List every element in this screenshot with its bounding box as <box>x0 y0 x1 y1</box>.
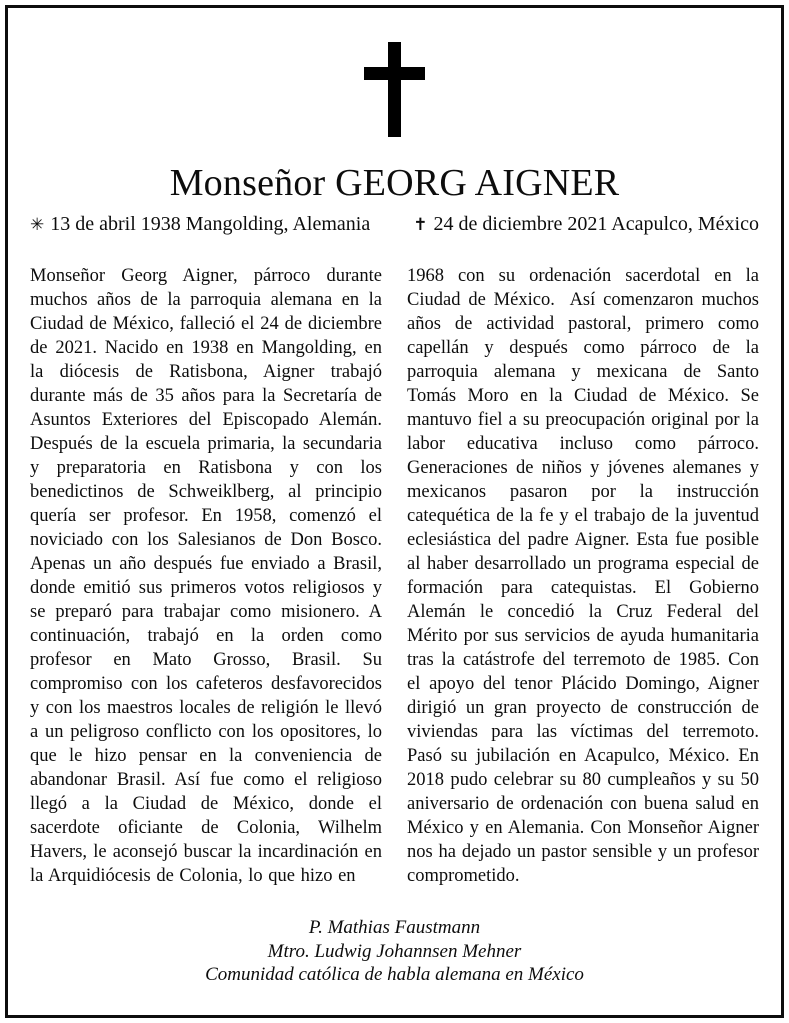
death-cross-icon: ✝ <box>413 215 428 234</box>
signature-line-3: Comunidad católica de habla alemana en México <box>205 964 584 985</box>
life-dates-row <box>8 211 781 238</box>
obituary-text-column-right: 1968 con su ordenación sacerdotal en la Ciudad de México. Así comenzaron muchos años de actividad pastoral, primero como capellán y después como párroco de la parroquia alemana y mexicana de Santo Tomás Moro en la Ciudad de México. Se mantuvo fiel a su preocupación original por la labor educativa incluso como párroco. Generaciones de niños y jóvenes alemanes y mexicanos pasaron por la instrucción catequética de la fe y el trabajo de la juventud eclesiástica del padre Aigner. Esta fue posible al haber desarrollado un programa especial de formación para catequistas. El Gobierno Alemán le concedió la Cruz Federal del Mérito por sus servicios de ayuda humanitaria tras la catástrofe del terremoto de 1985. Con el apoyo del tenor Plácido Domingo, Aigner dirigió un gran proyecto de construcción de viviendas para las víctimas del terremoto. Pasó su jubilación en Acapulco, México. En 2018 pudo celebrar su 80 cumpleaños y su 50 aniversario de ordenación con buena salud en México y en Alemania. Con Monseñor Aigner nos ha dejado un pastor sensible y un profesor comprometido. <box>407 266 759 886</box>
birth-date-text: 13 de abril 1938 Mangolding, Alemania <box>50 213 371 235</box>
signature-line-2: Mtro. Ludwig Johannsen Mehner <box>267 940 522 962</box>
obituary-body <box>8 264 781 888</box>
death-date-text: 24 de diciembre 2021 Acapulco, México <box>433 213 759 235</box>
birth-date-line <box>30 211 370 238</box>
obituary-text-column-left: Monseñor Georg Aigner, párroco durante muchos años de la parroquia alemana en la Ciudad de México, falleció el 24 de diciembre de 2021. Nacido en 1938 en Mangolding, en la diócesis de Ratisbona, Aigner trabajó durante más de 35 años para la Secretaría de Asuntos Exteriores del Episcopado Alemán. Después de la escuela primaria, la secundaria y preparatoria en Ratisbona y con los benedictinos de Schweiklberg, al principio quería ser profesor. En 1958, comenzó el noviciado con los Salesianos de Don Bosco. Apenas un año después fue enviado a Brasil, donde emitió sus primeros votos religiosos y se preparó para trabajar como misionero. A continuación, trabajó en la orden como profesor en Mato Grosso, Brasil. Su compromiso con los cafeteros desfavorecidos y con los maestros locales de religión le llevó a un peligroso conflicto con los opositores, lo que le hizo pensar en la conveniencia de abandonar Brasil. Así fue como el religioso llegó a la Ciudad de México, donde el sacerdote oficiante de Colonia, Wilhelm Havers, le aconsejó buscar la incardinación en la Arquidiócesis de Colonia, lo que hizo en <box>30 266 382 886</box>
signature-block <box>8 916 781 987</box>
birth-star-icon: ✳ <box>30 215 45 234</box>
memorial-cross-icon <box>364 42 425 137</box>
obituary-card <box>5 5 784 1018</box>
cross-vertical-bar <box>388 42 401 137</box>
signature-line-1: P. Mathias Faustmann <box>308 917 481 938</box>
death-date-line <box>413 211 759 238</box>
deceased-name-title: Monseñor GEORG AIGNER <box>169 162 620 204</box>
cross-horizontal-bar <box>364 67 425 80</box>
